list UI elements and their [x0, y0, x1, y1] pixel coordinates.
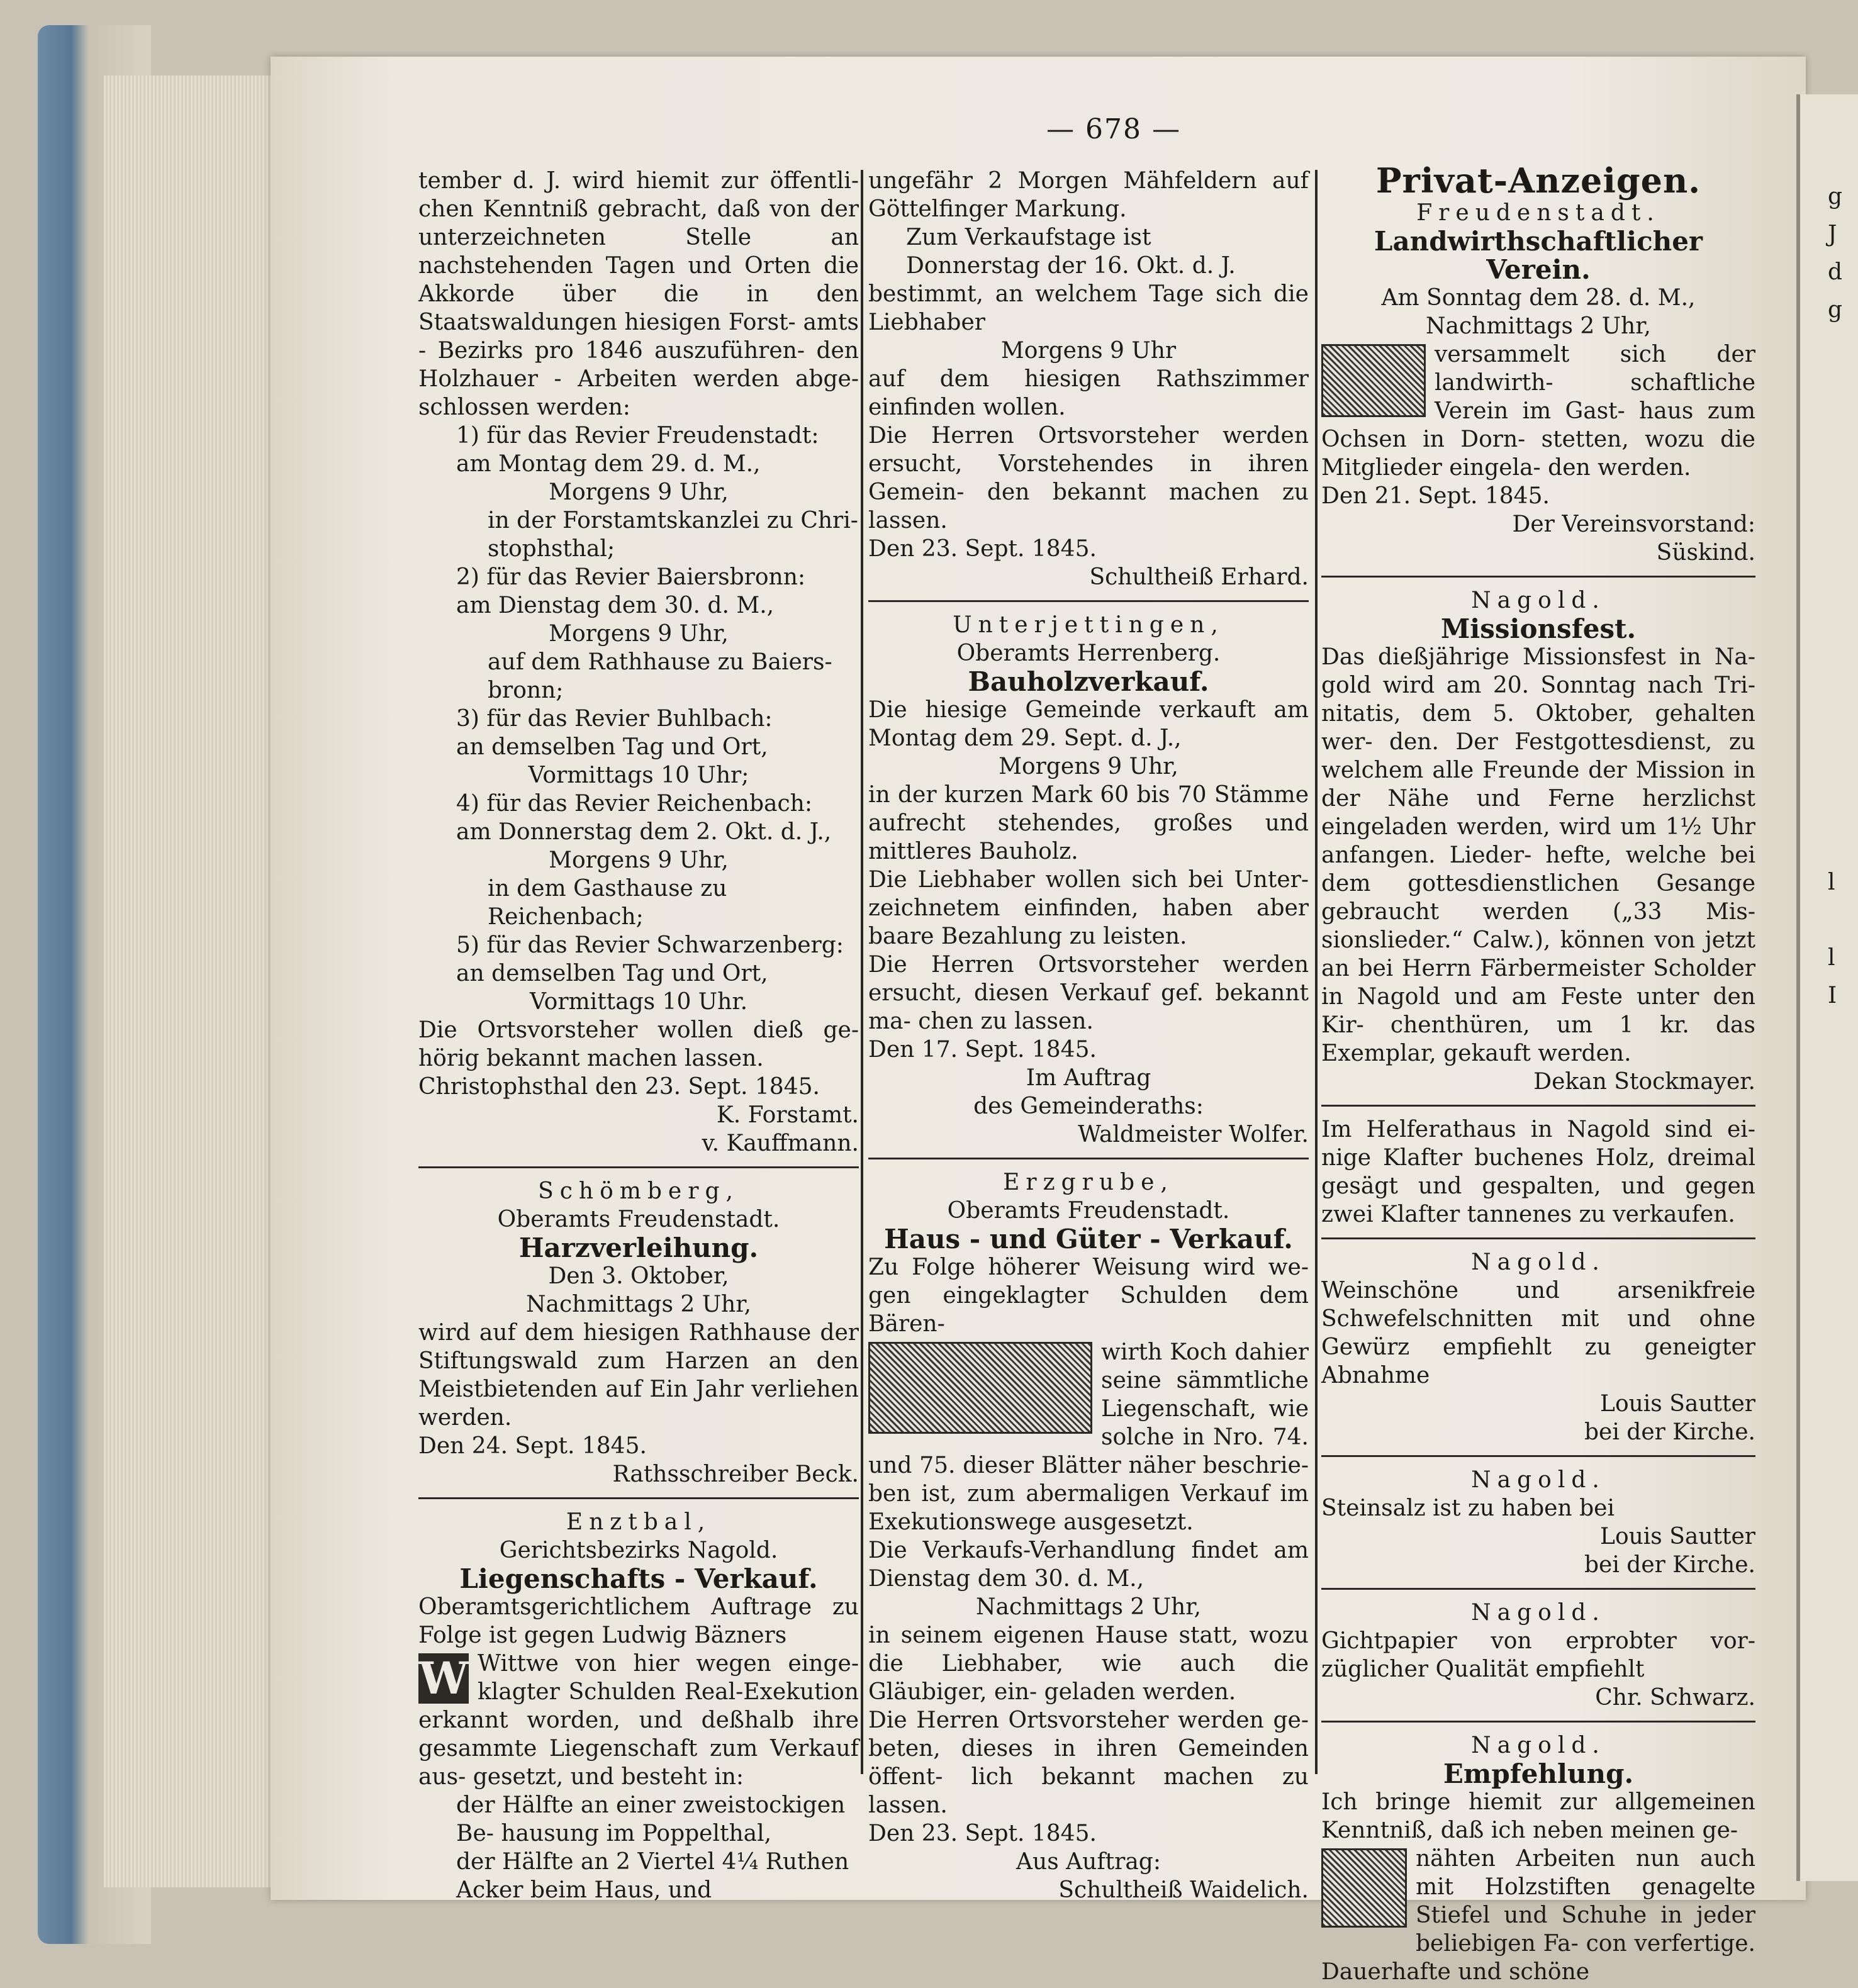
place-heading: Enztbal,: [566, 1509, 712, 1535]
paragraph: Die hiesige Gemeinde verkauft am Montag dem 29. Sept. d. J.,: [868, 697, 1309, 751]
catchword: g: [1828, 297, 1843, 323]
catchword: I: [1828, 983, 1837, 1008]
paragraph: Ich bringe hiemit zur allgemeinen Kenntniß, daß ich neben meinen ge-: [1321, 1789, 1755, 1843]
column-rule-right: [1315, 170, 1318, 1774]
place-heading: Freudenstadt.: [1416, 200, 1660, 226]
right-column: [1321, 160, 1755, 1986]
centered-line: Oberamts Freudenstadt.: [497, 1207, 780, 1232]
indented-line: in der Forstamtskanzlei zu Chri- stophsthal;: [488, 508, 858, 562]
place-heading: Erzgrube,: [1003, 1170, 1174, 1195]
middle-column: [868, 167, 1309, 1904]
signature-line: K. Forstamt.: [716, 1102, 859, 1128]
indented-line: auf dem Rathhause zu Baiers- bronn;: [488, 649, 832, 703]
paragraph: ungefähr 2 Morgen Mähfeldern auf Göttelfinger Markung.: [868, 168, 1309, 222]
catchword: g: [1828, 184, 1843, 209]
place-heading: Nagold.: [1471, 1467, 1606, 1493]
signature-line: Schultheiß Waidelich.: [1058, 1877, 1309, 1903]
section-divider: [1321, 1455, 1755, 1457]
facing-page-edge: [1796, 94, 1858, 1881]
centered-line: Am Sonntag dem 28. d. M.,: [1381, 285, 1696, 311]
notice-title: Harzverleihung.: [518, 1232, 759, 1263]
paragraph: in der kurzen Mark 60 bis 70 Stämme aufrecht stehendes, großes und mittleres Bauholz.: [868, 782, 1309, 864]
centered-line: Nachmittags 2 Uhr,: [526, 1292, 751, 1317]
centered-line: Morgens 9 Uhr: [1000, 338, 1177, 364]
catchword: l: [1828, 869, 1835, 895]
signature-line: Waldmeister Wolfer.: [1078, 1122, 1309, 1148]
paragraph-text: Wittwe von hier wegen einge- klagter Schulden Real-Exekution erkannt worden, und deßhalb ihre gesammte Liegenschaft zum Verkauf aus- gesetzt, und besteht in:: [418, 1651, 859, 1790]
centered-line: Den 3. Oktober,: [548, 1263, 729, 1289]
paragraph: bestimmt, an welchem Tage sich die Liebhaber: [868, 281, 1309, 335]
paragraph: tember d. J. wird hiemit zur öffentli- chen Kenntniß gebracht, daß von der unterzeichneten Stelle an nachstehenden Tagen und Orten die Akkorde über die in den Staatswaldungen hiesigen Forst- amts - Bezirks pro 1846 auszuführen- den Holzhauer - Arbeiten werden abge- schlossen werden:: [418, 168, 859, 420]
centered-line: Oberamts Freudenstadt.: [947, 1198, 1230, 1224]
paragraph: Den 21. Sept. 1845.: [1321, 483, 1550, 509]
centered-line: Im Auftrag: [1026, 1065, 1151, 1091]
notice-title: Missionsfest.: [1440, 613, 1637, 644]
notice-title: Landwirthschaftlicher Verein.: [1374, 226, 1703, 285]
notice-title: Bauholzverkauf.: [968, 666, 1209, 697]
decorative-initial-icon: W: [418, 1652, 469, 1704]
paragraph: Gichtpapier von erprobter vor- züglicher Qualität empfiehlt: [1321, 1628, 1755, 1682]
indented-line: am Donnerstag dem 2. Okt. d. J.,: [456, 819, 832, 845]
plough-woodcut-icon: [1321, 344, 1426, 417]
catchword: J: [1828, 221, 1837, 247]
paragraph-text: versammelt sich der landwirth- schaftliche Verein im Gast- haus zum Ochsen in Dorn- stetten, wozu die Mitglieder eingela- den werden.: [1321, 342, 1755, 481]
notice-title: Liegenschafts - Verkauf.: [459, 1563, 818, 1594]
paragraph-text: nähten Arbeiten nun auch mit Holzstiften genagelte Stiefel und Schuhe in jeder beliebigen Fa- con verfertige. Dauerhafte und schöne: [1321, 1846, 1755, 1985]
indented-line: 2) für das Revier Baiersbronn:: [456, 564, 806, 590]
signature-line: bei der Kirche.: [1584, 1419, 1755, 1445]
paragraph: [1321, 340, 1755, 482]
paragraph: Oberamtsgerichtlichem Auftrage zu Folge ist gegen Ludwig Bäzners: [418, 1594, 859, 1648]
indented-line: 5) für das Revier Schwarzenberg:: [456, 932, 844, 958]
signature-line: Louis Sautter: [1600, 1391, 1755, 1417]
section-divider: [868, 1158, 1309, 1159]
centered-line: Morgens 9 Uhr,: [999, 754, 1178, 779]
centered-line: Vormittags 10 Uhr.: [529, 989, 748, 1015]
page-number: — 678 —: [1046, 113, 1181, 145]
indented-line: Zum Verkaufstage ist: [906, 225, 1151, 250]
centered-line: Nachmittags 2 Uhr,: [976, 1594, 1201, 1620]
indented-line: am Montag dem 29. d. M.,: [456, 451, 761, 477]
paragraph: Die Verkaufs-Verhandlung findet am Dienstag dem 30. d. M.,: [868, 1538, 1309, 1592]
signature-line: v. Kauffmann.: [702, 1131, 859, 1156]
paragraph: Die Liebhaber wollen sich bei Unter- zeichnetem einfinden, haben aber baare Bezahlung zu leisten.: [868, 867, 1309, 949]
signature-line: Chr. Schwarz.: [1595, 1685, 1755, 1711]
centered-line: Morgens 9 Uhr,: [549, 479, 729, 505]
place-heading: Unterjettingen,: [953, 612, 1224, 638]
paragraph: Weinschöne und arsenikfreie Schwefelschnitten mit und ohne Gewürz empfiehlt zu geneigter Abnahme: [1321, 1278, 1755, 1388]
paragraph: [868, 1338, 1309, 1536]
section-divider: [1321, 1588, 1755, 1590]
section-title: Privat-Anzeigen.: [1375, 160, 1701, 201]
boot-woodcut-icon: [1321, 1848, 1407, 1928]
signature-line: bei der Kirche.: [1584, 1552, 1755, 1578]
paragraph: Die Herren Ortsvorsteher werden ersucht, diesen Verkauf gef. bekannt ma- chen zu lassen.: [868, 952, 1309, 1034]
place-heading: Nagold.: [1471, 1733, 1606, 1758]
paragraph: Den 23. Sept. 1845.: [868, 536, 1097, 562]
section-divider: [1321, 576, 1755, 578]
paragraph: Die Ortsvorsteher wollen dieß ge- hörig bekannt machen lassen.: [418, 1017, 859, 1071]
paragraph: Das dießjährige Missionsfest in Na- gold wird am 20. Sonntag nach Tri- nitatis, dem 5. Oktober, gehalten wer- den. Der Festgottesdienst, zu welchem alle Freunde der Mission in der Nähe und Ferne herzlichst eingeladen werden, wird um 1½ Uhr anfangen. Lieder- hefte, welche bei dem gottesdienstlichen Gesange gebraucht werden („33 Mis- sionslieder.“ Calw.), können von jetzt an bei Herrn Färbermeister Scholder in Nagold und am Feste unter den Kir- chenthüren, um 1 kr. das Exemplar, gekauft werden.: [1321, 644, 1755, 1066]
centered-line: Vormittags 10 Uhr;: [528, 762, 749, 788]
place-heading: Nagold.: [1471, 588, 1606, 613]
paragraph: in seinem eigenen Hause statt, wozu die Liebhaber, wie auch die Gläubiger, ein- geladen werden.: [868, 1622, 1309, 1705]
centered-line: Oberamts Herrenberg.: [956, 640, 1221, 666]
paragraph: auf dem hiesigen Rathszimmer einfinden wollen.: [868, 366, 1309, 420]
place-heading: Nagold.: [1471, 1600, 1606, 1626]
paragraph: wird auf dem hiesigen Rathhause der Stiftungswald zum Harzen an den Meistbietenden auf Ein Jahr verliehen werden.: [418, 1320, 859, 1431]
signature-line: Süskind.: [1656, 540, 1755, 566]
centered-line: Morgens 9 Uhr,: [549, 847, 729, 873]
signature-line: Dekan Stockmayer.: [1533, 1069, 1755, 1095]
section-divider: [1321, 1105, 1755, 1107]
paragraph: Den 17. Sept. 1845.: [868, 1037, 1097, 1063]
indented-line: am Dienstag dem 30. d. M.,: [456, 593, 775, 618]
section-divider: [868, 600, 1309, 602]
paragraph: Die Herren Ortsvorsteher werden ersucht, Vorstehendes in ihren Gemein- den bekannt machen zu lassen.: [868, 423, 1309, 533]
paragraph: [1321, 1845, 1755, 1986]
paragraph: Im Helferathaus in Nagold sind ei- nige Klafter buchenes Holz, dreimal gesägt und gespalten, und gegen zwei Klafter tannenes zu verkaufen.: [1321, 1117, 1755, 1227]
paragraph: Zu Folge höherer Weisung wird we- gen eingeklagter Schulden dem Bären-: [868, 1254, 1309, 1337]
catchword: l: [1828, 945, 1835, 971]
section-divider: [418, 1166, 859, 1168]
signature-line: Louis Sautter: [1600, 1524, 1755, 1550]
indented-line: der Hälfte an 2 Viertel 4¼ Ruthen Acker beim Haus, und: [456, 1849, 849, 1903]
house-woodcut-icon: [868, 1342, 1092, 1434]
place-heading: Schömberg,: [538, 1178, 739, 1204]
paragraph: [418, 1650, 859, 1791]
indented-line: 1) für das Revier Freudenstadt:: [456, 423, 819, 449]
notice-title: Empfehlung.: [1443, 1758, 1634, 1789]
left-column: [418, 167, 859, 1904]
paragraph: Die Herren Ortsvorsteher werden ge- beten, dieses in ihren Gemeinden öffent- lich bekannt machen zu lassen.: [868, 1707, 1309, 1818]
indented-line: an demselben Tag und Ort,: [456, 734, 768, 760]
paragraph: Christophsthal den 23. Sept. 1845.: [418, 1074, 820, 1100]
paragraph: Den 24. Sept. 1845.: [418, 1433, 647, 1459]
column-rule-left: [861, 170, 863, 1774]
place-heading: Nagold.: [1471, 1249, 1606, 1275]
paragraph: Steinsalz ist zu haben bei: [1321, 1495, 1615, 1521]
centered-line: Morgens 9 Uhr,: [549, 621, 729, 647]
section-divider: [1321, 1721, 1755, 1723]
paragraph-text: wirth Koch dahier seine sämmtliche Liegenschaft, wie solche in Nro. 74. und 75. dieser Blätter näher beschrie- ben ist, zum abermaligen Verkauf im Exekutionswege ausgesetzt.: [868, 1339, 1309, 1535]
catchword: d: [1828, 259, 1843, 285]
notice-title: Haus - und Güter - Verkauf.: [884, 1224, 1293, 1254]
paragraph: Den 23. Sept. 1845.: [868, 1821, 1097, 1846]
indented-line: in dem Gasthause zu Reichenbach;: [488, 876, 727, 930]
centered-line: Nachmittags 2 Uhr,: [1426, 313, 1651, 339]
signature-line: Der Vereinsvorstand:: [1512, 511, 1755, 537]
indented-line: an demselben Tag und Ort,: [456, 961, 768, 986]
indented-line: der Hälfte an einer zweistockigen Be- hausung im Poppelthal,: [456, 1792, 846, 1846]
indented-line: 3) für das Revier Buhlbach:: [456, 706, 773, 732]
indented-line: Donnerstag der 16. Okt. d. J.: [906, 253, 1236, 279]
signature-line: Rathsschreiber Beck.: [612, 1461, 859, 1487]
centered-line: des Gemeinderaths:: [973, 1093, 1204, 1119]
signature-line: Schultheiß Erhard.: [1089, 564, 1309, 590]
indented-line: 4) für das Revier Reichenbach:: [456, 791, 812, 817]
section-divider: [1321, 1237, 1755, 1239]
centered-line: Aus Auftrag:: [1016, 1849, 1161, 1875]
centered-line: Gerichtsbezirks Nagold.: [499, 1538, 778, 1563]
section-divider: [418, 1497, 859, 1499]
